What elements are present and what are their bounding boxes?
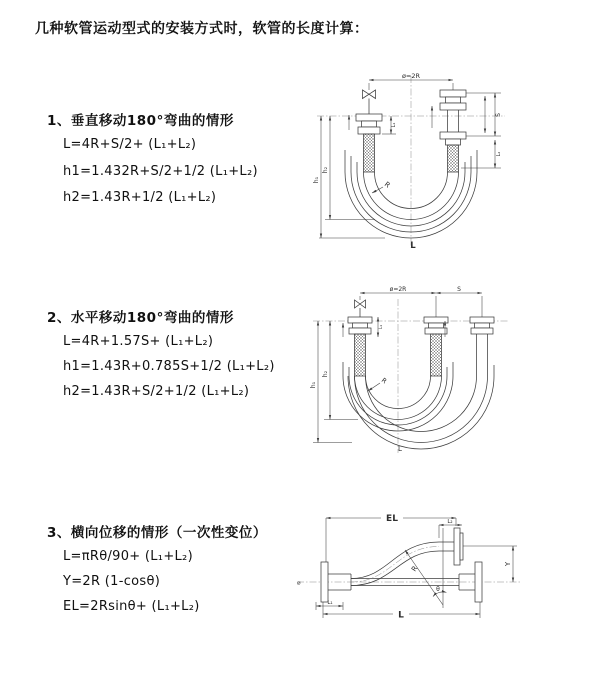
section-3-heading: 3、横向位移的情形（一次性变位）	[47, 525, 267, 541]
radius-label: R	[382, 180, 392, 190]
radius-label: R	[410, 564, 420, 574]
section-1-heading: 1、垂直移动180°弯曲的情形	[47, 113, 234, 129]
length-label: L	[410, 241, 416, 251]
valve-icon	[355, 300, 366, 317]
diagram-vertical-180-bend	[313, 70, 509, 260]
formula: h2=1.43R+1/2 (L₁+L₂)	[63, 190, 217, 205]
length-label: L	[398, 610, 404, 621]
left-pipe-flange	[348, 317, 372, 376]
formula: L=πRθ/90+ (L₁+L₂)	[63, 549, 193, 564]
dim-label-h2: h₂	[322, 370, 329, 378]
formula: EL=2Rsinθ+ (L₁+L₂)	[63, 599, 200, 614]
dim-label-l2: L₂	[496, 151, 502, 157]
valve-icon	[363, 90, 376, 114]
formula: Y=2R (1-cosθ)	[63, 574, 161, 589]
displaced-pipe-flange	[470, 317, 494, 376]
dim-label-h2: h₂	[322, 166, 329, 174]
length-label: L	[398, 445, 402, 453]
formula: L=4R+1.57S+ (L₁+L₂)	[63, 334, 214, 349]
dim-label-span: ø=2R	[389, 286, 407, 293]
page-title: 几种软管运动型式的安装方式时，软管的长度计算：	[35, 21, 369, 37]
formula: h1=1.43R+0.785S+1/2 (L₁+L₂)	[63, 359, 275, 374]
dim-label-l1: L₁	[391, 122, 397, 128]
formula: h1=1.432R+S/2+1/2 (L₁+L₂)	[63, 164, 258, 179]
left-pipe-flange	[356, 114, 382, 172]
datum-mark: ⌀	[297, 579, 301, 587]
hose-u-bend-displaced	[348, 365, 494, 449]
dim-label-s: S	[495, 113, 502, 117]
displaced-pipe-flange	[454, 528, 463, 565]
diagram-lateral-displacement	[293, 504, 525, 641]
dim-label-theta: θ	[436, 586, 440, 593]
middle-pipe-flange	[424, 317, 448, 376]
formula: h2=1.43R+S/2+1/2 (L₁+L₂)	[63, 384, 250, 399]
diagram-horizontal-180-bend	[310, 281, 512, 458]
section-2-heading: 2、水平移动180°弯曲的情形	[47, 310, 234, 326]
formula: L=4R+S/2+ (L₁+L₂)	[63, 137, 197, 152]
hose-s-curve	[351, 542, 454, 586]
dim-label-h1: h₁	[310, 381, 317, 389]
dim-label-h1: h₁	[313, 176, 320, 184]
dim-label-l1: L₁	[327, 600, 333, 606]
dim-label-el: EL	[386, 514, 398, 524]
dim-label-span: ø=2R	[401, 72, 421, 80]
right-pipe-flange	[440, 90, 466, 172]
dim-label-l1: L₁	[379, 324, 384, 330]
dim-label-y: Y	[504, 561, 512, 567]
radius-label: R	[379, 376, 389, 386]
dim-label-s: S	[457, 286, 461, 293]
radius-line	[405, 550, 443, 605]
dim-label-l2: L₂	[447, 519, 453, 525]
